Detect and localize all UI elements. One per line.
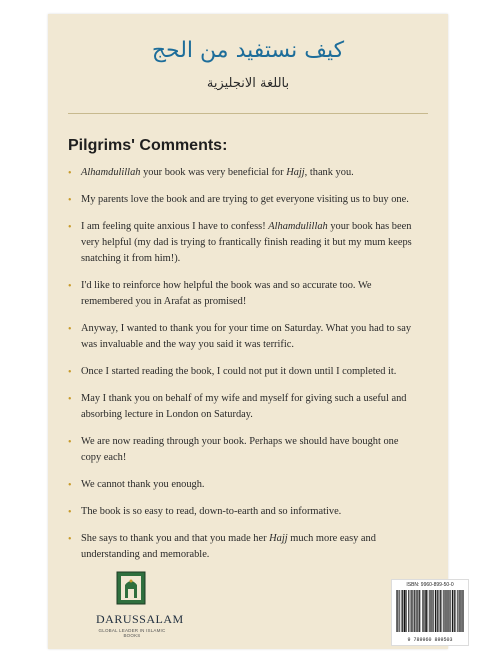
comment-item <box>68 321 413 353</box>
comment-text: I am feeling quite anxious I have to confess! <box>81 221 269 232</box>
barcode-bar <box>406 590 407 632</box>
barcode-bar <box>447 590 448 632</box>
comment-text: We are now reading through your book. Perhaps we should have bought one copy each! <box>81 436 399 463</box>
comment-item <box>68 477 413 493</box>
bullet-icon: • <box>68 324 72 335</box>
barcode-bar <box>432 590 433 632</box>
barcode-bar <box>450 590 451 632</box>
bullet-icon: • <box>68 168 72 179</box>
barcode-bar <box>440 590 441 632</box>
barcode-bar <box>399 590 400 632</box>
barcode-bar <box>414 590 415 632</box>
barcode-bar <box>422 590 423 632</box>
barcode-bar <box>398 590 399 632</box>
comment-text: Once I started reading the book, I could not put it down until I completed it. <box>81 366 397 377</box>
barcode-bar <box>414 590 415 632</box>
barcode-bar <box>448 590 449 632</box>
barcode-bar <box>405 590 406 632</box>
comment-item <box>68 364 413 380</box>
comment-text: your book was very beneficial for <box>140 167 287 178</box>
comment-item <box>68 434 413 466</box>
barcode-bar <box>408 590 409 632</box>
barcode-bar <box>457 590 458 632</box>
comment-text: Alhamdulillah <box>81 167 141 178</box>
publisher-tagline: GLOBAL LEADER IN ISLAMIC BOOKS <box>98 628 166 638</box>
barcode-bar <box>425 590 426 632</box>
barcode-box <box>391 579 469 646</box>
barcode-bar <box>397 590 398 632</box>
comment-text: , thank you. <box>304 167 354 178</box>
barcode-bar <box>444 590 445 632</box>
arabic-title: كيف نستفيد من الحج <box>151 38 345 63</box>
comment-text: She says to thank you and that you made her <box>81 533 270 544</box>
comment-text: Hajj <box>269 533 288 544</box>
bullet-icon: • <box>68 222 72 233</box>
barcode-bar <box>402 590 403 632</box>
barcode-bar <box>412 590 413 632</box>
barcode-bar <box>426 590 427 632</box>
barcode-bar <box>459 590 460 632</box>
divider <box>68 113 428 114</box>
barcode-bar <box>403 590 404 632</box>
barcode-bar <box>419 590 420 632</box>
barcode-bar <box>459 590 460 632</box>
barcode-bar <box>431 590 432 632</box>
comment-item <box>68 278 413 310</box>
barcode-bar <box>401 590 402 632</box>
comment-item <box>68 192 413 208</box>
comment-item <box>68 219 413 267</box>
arabic-subtitle: باللغة الانجليزية <box>206 76 290 91</box>
comment-item <box>68 391 413 423</box>
barcode-bar <box>409 590 410 632</box>
barcode-bar <box>423 590 424 632</box>
barcode-bar <box>443 590 444 632</box>
bullet-icon: • <box>68 507 72 518</box>
barcode-bar <box>461 590 462 632</box>
comment-text: My parents love the book and are trying to get everyone visiting us to buy one. <box>81 194 409 205</box>
barcode-bar <box>428 590 429 632</box>
barcode-bar <box>449 590 450 632</box>
bullet-icon: • <box>68 480 72 491</box>
barcode-bar <box>429 590 430 632</box>
comment-text: I'd like to reinforce how helpful the book was and so accurate too. We remembered you in Arafat as promised! <box>81 280 372 307</box>
barcode-bar <box>437 590 438 632</box>
barcode-bar <box>454 590 455 632</box>
comment-text: much more easy and understanding and memorable. <box>81 533 376 560</box>
bullet-icon: • <box>68 195 72 206</box>
comment-text: We cannot thank you enough. <box>81 479 205 490</box>
barcode-bar <box>452 590 453 632</box>
barcode-bar <box>460 590 461 632</box>
publisher <box>96 612 184 638</box>
publisher-name: DARUSSALAM <box>96 612 184 626</box>
barcode-bar <box>426 590 427 632</box>
barcode-bar <box>430 590 431 632</box>
comment-item <box>68 531 413 563</box>
barcode-bar <box>415 590 416 632</box>
barcode-bar <box>454 590 455 632</box>
barcode-bar <box>416 590 417 632</box>
comment-text: Anyway, I wanted to thank you for your time on Saturday. What you had to say was invaluable and the way you said it was terrific. <box>81 323 412 350</box>
bullet-icon: • <box>68 394 72 405</box>
comment-text: Alhamdulillah <box>268 221 328 232</box>
barcode-bar <box>442 590 443 632</box>
barcode-bar <box>418 590 419 632</box>
barcode-bar <box>439 590 440 632</box>
barcode-bar <box>437 590 438 632</box>
comment-text: The book is so easy to read, down-to-earth and so informative. <box>81 506 342 517</box>
comment-text: Hajj <box>286 167 305 178</box>
barcode-bar <box>424 590 425 632</box>
comment-item <box>68 165 413 181</box>
bullet-icon: • <box>68 367 72 378</box>
barcode-bar <box>405 590 406 632</box>
comments-heading: Pilgrims' Comments: <box>68 137 228 154</box>
barcode-bar <box>463 590 464 632</box>
barcode-bar <box>433 590 434 632</box>
comments-list <box>68 165 413 574</box>
comment-text: your book has been very helpful (my dad is trying to frantically finish reading it but my mum keeps snatching it from him!). <box>81 221 412 264</box>
barcode-bar <box>420 590 421 632</box>
bullet-icon: • <box>68 534 72 545</box>
barcode-bar <box>456 590 457 632</box>
barcode-bar <box>411 590 412 632</box>
barcode-bar <box>411 590 412 632</box>
barcode-bar <box>445 590 446 632</box>
comment-item <box>68 504 413 520</box>
darussalam-logo-icon <box>116 571 146 605</box>
barcode-digits: 9 789960 899503 <box>407 637 453 643</box>
barcode-bar <box>452 590 453 632</box>
barcode-bar <box>440 590 441 632</box>
barcode-bar <box>435 590 436 632</box>
barcode-bar <box>404 590 405 632</box>
barcode-bar <box>462 590 463 632</box>
bullet-icon: • <box>68 281 72 292</box>
book-back-cover <box>48 14 454 649</box>
barcode-bar <box>435 590 436 632</box>
barcode-bar <box>417 590 418 632</box>
barcode-bar <box>396 590 397 632</box>
barcode-icon <box>396 590 464 632</box>
comment-text: May I thank you on behalf of my wife and myself for giving such a useful and absorbing lecture in London on Saturday. <box>81 393 407 420</box>
bullet-icon: • <box>68 437 72 448</box>
barcode-bar <box>446 590 447 632</box>
isbn-label: ISBN: 9960-899-50-0 <box>406 582 454 588</box>
